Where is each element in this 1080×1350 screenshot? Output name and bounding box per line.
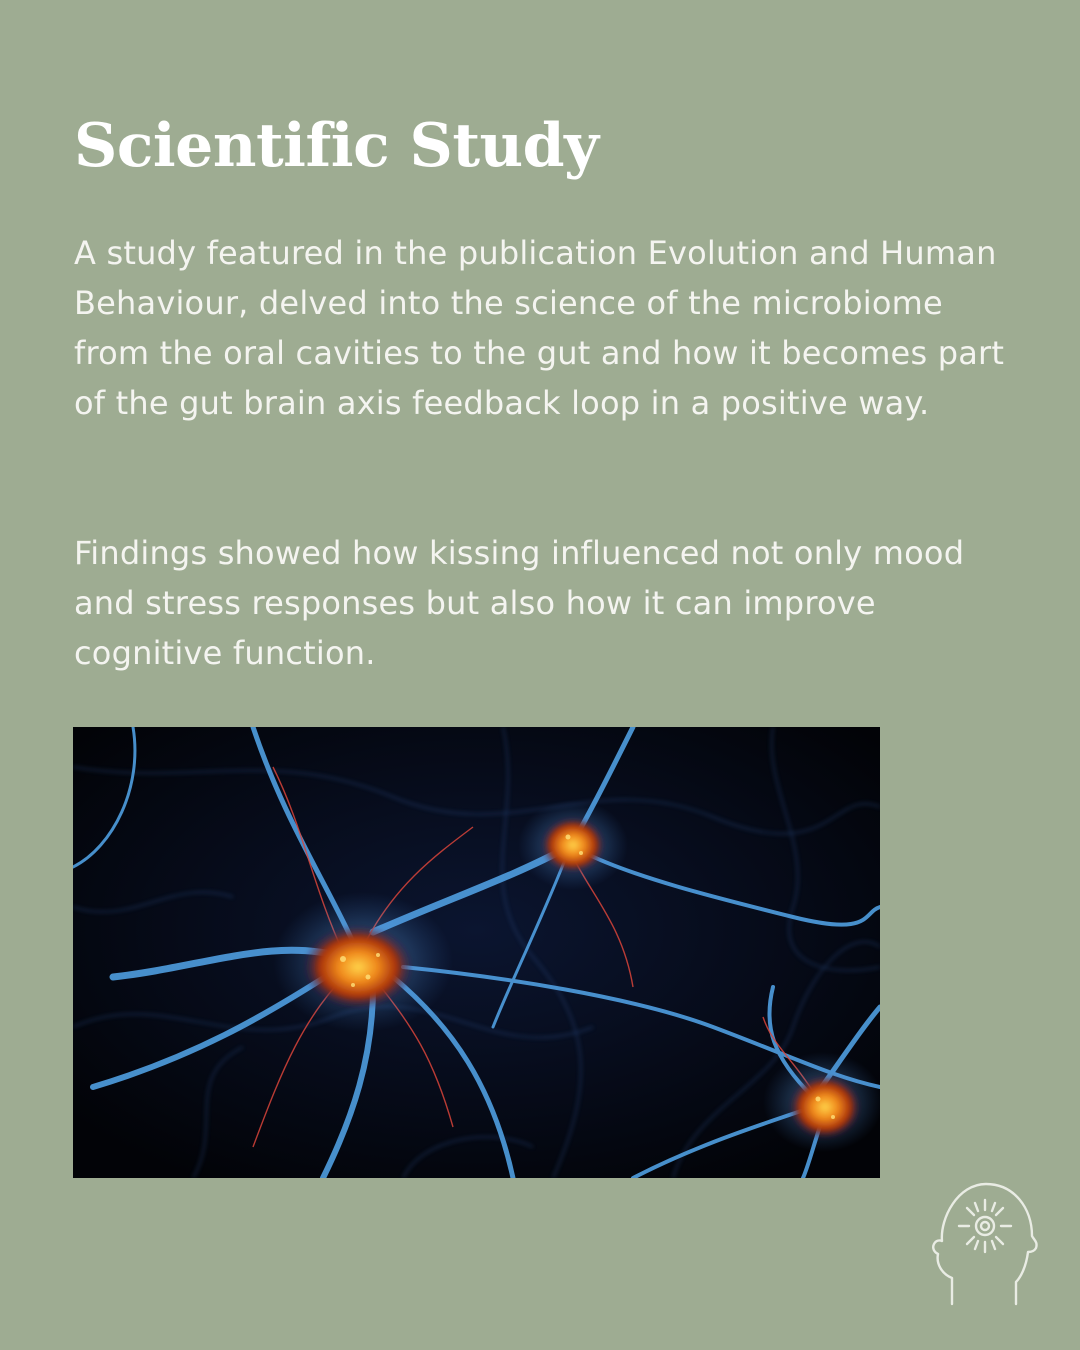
neuron-image — [73, 727, 880, 1178]
neuron-illustration — [73, 727, 880, 1178]
head-with-sun-icon — [928, 1178, 1042, 1306]
paragraph-findings: Findings showed how kissing influenced not only mood and stress responses but also how it can improve cognitive function. — [74, 534, 965, 672]
paragraph-study: A study featured in the publication Evolution and Human Behaviour, delved into the science of the microbiome from the oral cavities to the gut and how it becomes part of the gut brain axis feedback loop in a positive way. — [74, 234, 1005, 422]
page-title: Scientific Study — [74, 111, 599, 181]
